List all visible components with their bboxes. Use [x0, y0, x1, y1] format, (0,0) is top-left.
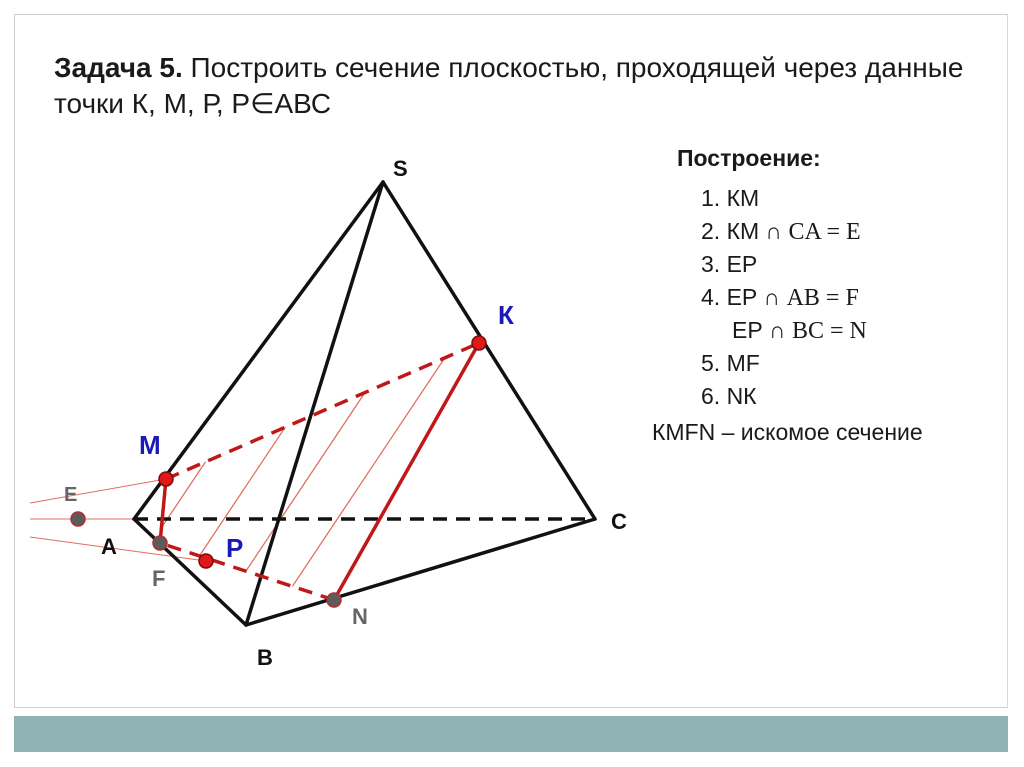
- step-4: 4. ЕР ∩ AB = F: [701, 284, 859, 311]
- step-2: 2. КМ ∩ CA = E: [701, 218, 861, 245]
- edge-SB: [246, 182, 383, 625]
- point-N: [327, 593, 341, 607]
- problem-text: Построить сечение плоскостью, проходящей через данные точки К, М, Р, Р∈АВС: [54, 52, 964, 119]
- label-A: А: [101, 534, 117, 559]
- label-E: Е: [64, 484, 78, 506]
- label-M: М: [139, 430, 161, 460]
- point-P: [199, 554, 213, 568]
- label-F: F: [152, 566, 166, 591]
- step-4b: ЕР ∩ BC = N: [732, 317, 867, 344]
- step-6: 6. NК: [701, 383, 757, 409]
- label-C: С: [611, 509, 627, 534]
- edge-SC: [383, 182, 595, 519]
- point-F: [153, 536, 167, 550]
- construction-heading: Построение:: [677, 145, 821, 171]
- step-5: 5. МF: [701, 350, 760, 376]
- label-S: S: [393, 156, 408, 181]
- point-K: [472, 336, 486, 350]
- point-M: [159, 472, 173, 486]
- edge-BC: [246, 519, 595, 625]
- section-NF: [160, 543, 334, 600]
- step-1: 1. КМ: [701, 185, 760, 211]
- section-FM: [160, 479, 166, 543]
- label-N: N: [352, 604, 368, 629]
- label-B: В: [257, 645, 273, 670]
- label-K: К: [498, 300, 514, 330]
- point-E: [71, 512, 85, 526]
- label-P: Р: [226, 533, 244, 563]
- edge-SA: [134, 182, 383, 519]
- problem-number: Задача 5.: [54, 52, 183, 83]
- result-text: КМFN – искомое сечение: [652, 419, 923, 445]
- step-3: 3. ЕР: [701, 251, 758, 277]
